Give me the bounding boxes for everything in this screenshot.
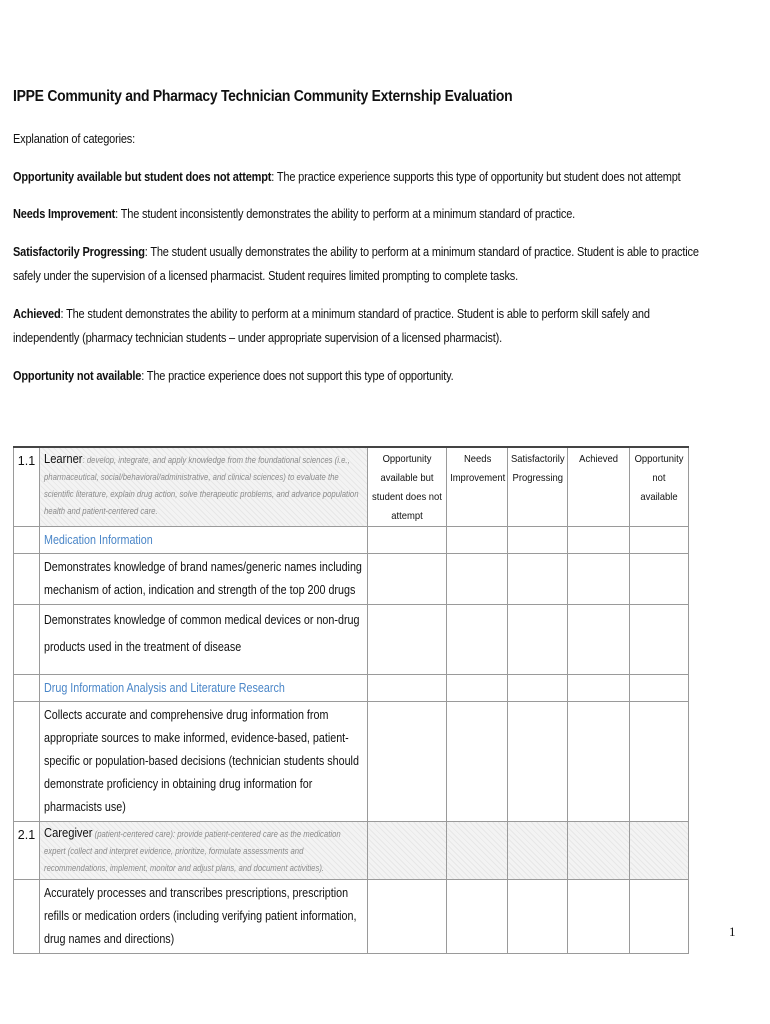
definition-term: Satisfactorily Progressing [13,245,145,259]
competency-item: Collects accurate and comprehensive drug information from appropriate sources to make informed, evidence-based, patient-specific or population-based decisions (technician students should demonstrate proficiency in obtaining drug information for pharmacists use) [44,708,359,814]
definition-text: : The practice experience supports this type of opportunity but student does not attempt [271,170,681,184]
column-header-needs-improvement: Needs Improvement [447,447,508,527]
section-number: 1.1 [14,447,40,527]
rating-cell[interactable] [568,880,630,954]
rating-cell[interactable] [447,880,508,954]
rating-cell[interactable] [447,702,508,822]
table-row [14,702,689,822]
definition-term: Achieved [13,307,61,321]
subsection-heading-row [14,675,689,702]
rating-cell[interactable] [368,605,447,675]
rating-cell[interactable] [630,554,689,605]
evaluation-table [13,446,689,954]
page-number: 1 [729,924,736,939]
section-description [40,822,368,880]
table-row [14,605,689,675]
rating-cell[interactable] [368,880,447,954]
definition-satisfactorily-progressing [13,240,708,288]
definition-term: Needs Improvement [13,207,116,221]
table-row [14,554,689,605]
rating-cell[interactable] [508,605,568,675]
table-row [14,880,689,954]
rating-cell[interactable] [630,605,689,675]
column-header-achieved: Achieved [568,447,630,527]
rating-cell[interactable] [447,554,508,605]
definition-text: : The student inconsistently demonstrates the ability to perform at a minimum standard of practice. [115,207,576,221]
rating-cell[interactable] [630,702,689,822]
document-title: IPPE Community and Pharmacy Technician Community Externship Evaluation [13,88,513,105]
rating-cell[interactable] [508,880,568,954]
subsection-heading: Medication Information [44,533,153,547]
explanation-label: Explanation of categories: [13,132,136,146]
column-header-opportunity-not-attempted: Opportunity available but student does not attempt [368,447,447,527]
rating-cell[interactable] [568,702,630,822]
rating-cell[interactable] [368,702,447,822]
section-note: : develop, integrate, and apply knowledge from the foundational sciences (i.e., pharmaceutical, social/behavioral/administrative, and clinical sciences) to evaluate the scientific literature, explain drug action, solve therapeutic problems, and advance population health and patient-centered care. [44,455,359,516]
definition-term: Opportunity available but student does not attempt [13,170,272,184]
definition-achieved [13,302,708,350]
rating-cell[interactable] [630,880,689,954]
section-number: 2.1 [14,822,40,880]
section-name: Caregiver [44,825,93,840]
column-header-satisfactorily-progressing: Satisfactorily Progressing [508,447,568,527]
section-header-row [14,447,689,527]
rating-cell[interactable] [508,702,568,822]
definition-text: : The student demonstrates the ability to perform at a minimum standard of practice. Student is able to perform skill safely and independently (pharmacy technician students – under appropriate supervision of a licensed pharmacist). [13,307,650,345]
rating-cell[interactable] [568,605,630,675]
competency-item: Demonstrates knowledge of brand names/generic names including mechanism of action, indication and strength of the top 200 drugs [44,560,362,597]
section-description [40,447,368,527]
rating-cell[interactable] [508,554,568,605]
subsection-heading: Drug Information Analysis and Literature Research [44,681,285,695]
section-note: (patient-centered care): provide patient-centered care as the medication expert (collect and interpret evidence, prioritize, formulate assessments and recommendations, implement, monitor and adjust plans, and document activities). [44,829,341,873]
rating-cell[interactable] [447,605,508,675]
section-header-row [14,822,689,880]
definition-opportunity-not-available [13,364,708,388]
definition-term: Opportunity not available [13,369,142,383]
rating-cell[interactable] [368,554,447,605]
competency-item: Demonstrates knowledge of common medical devices or non-drug products used in the treatment of disease [44,613,360,654]
section-name: Learner [44,451,83,466]
definition-text: : The practice experience does not support this type of opportunity. [141,369,454,383]
rating-cell[interactable] [568,554,630,605]
definition-text: : The student usually demonstrates the ability to perform at a minimum standard of practice. Student is able to practice safely under the supervision of a licensed pharmacist. Student requires limited prompting to complete tasks. [13,245,699,283]
column-header-opportunity-not-available: Opportunity not available [630,447,689,527]
definition-needs-improvement [13,202,708,226]
subsection-heading-row [14,527,689,554]
competency-item: Accurately processes and transcribes prescriptions, prescription refills or medication orders (including verifying patient information, drug names and directions) [44,886,357,946]
definition-opportunity-not-attempted [13,165,708,189]
